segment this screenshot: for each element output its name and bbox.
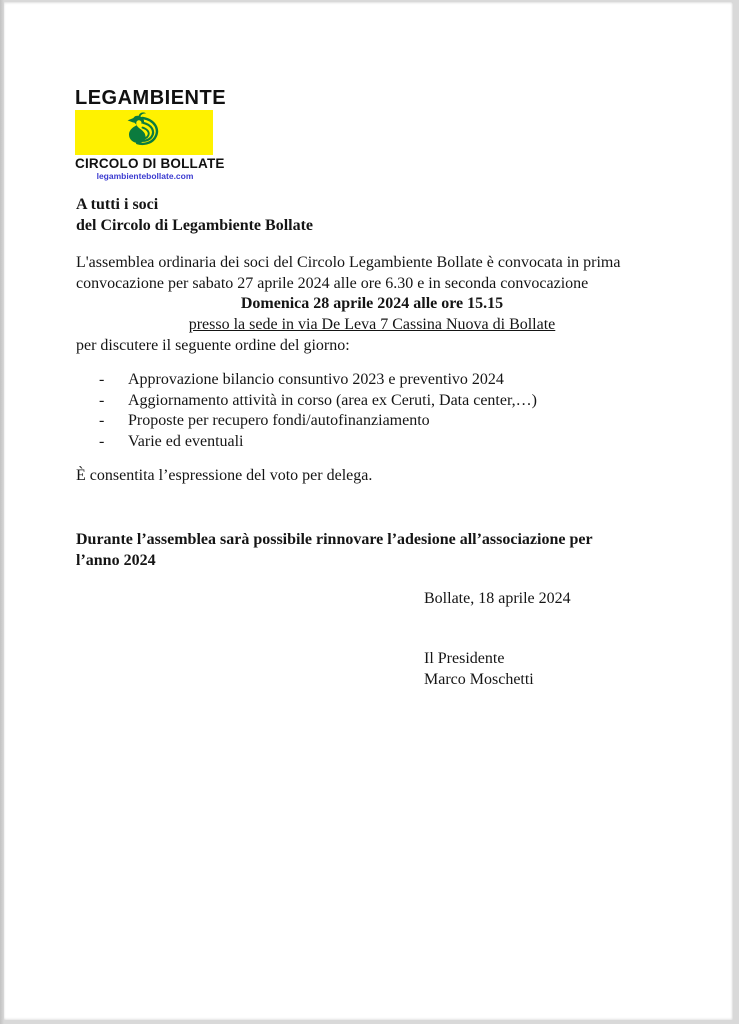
proxy-note: È consentita l’espressione del voto per delega. — [76, 467, 373, 484]
agenda-list — [99, 370, 537, 453]
agenda-item-text: Varie ed eventuali — [128, 433, 244, 451]
logo-website: legambientebollate.com — [96, 171, 194, 181]
agenda-item-text: Approvazione bilancio consuntivo 2023 e preventivo 2024 — [128, 371, 504, 388]
agenda-item-text: Proposte per recupero fondi/autofinanziamento — [128, 412, 430, 430]
swan-icon — [115, 110, 173, 156]
membership-line-1: Durante l’assemblea sarà possibile rinnovare l’adesione all’associazione per — [76, 531, 593, 548]
document-page — [4, 2, 733, 1020]
logo-chapter-name: CIRCOLO DI BOLLATE — [75, 156, 225, 171]
recipient-line-2: del Circolo di Legambiente Bollate — [76, 216, 314, 234]
membership-note — [76, 529, 593, 571]
assembly-date-line: Domenica 28 aprile 2024 alle ore 15.15 — [240, 295, 504, 313]
logo-org-name: LEGAMBIENTE — [75, 87, 227, 109]
agenda-bullet: - — [99, 391, 105, 409]
intro-line-1: L'assemblea ordinaria dei soci del Circolo Legambiente Bollate è convocata in prima — [76, 254, 621, 271]
membership-line-2: l’anno 2024 — [76, 552, 156, 569]
recipient-line-1: A tutti i soci — [76, 196, 159, 213]
agenda-item — [99, 432, 537, 453]
signature-name: Marco Moschetti — [424, 671, 534, 688]
intro-line-2: convocazione per sabato 27 aprile 2024 alle ore 6.30 e in seconda convocazione — [76, 274, 589, 292]
agenda-bullet: - — [99, 433, 105, 451]
signature-role: Il Presidente — [424, 650, 505, 667]
agenda-item — [99, 370, 537, 391]
assembly-venue-line: presso la sede in via De Leva 7 Cassina Nuova di Bollate — [188, 316, 556, 334]
legambiente-logo — [75, 87, 227, 181]
logo-yellow-banner — [75, 110, 213, 155]
recipient-block — [76, 195, 313, 236]
agenda-bullet: - — [99, 412, 105, 430]
agenda-item — [99, 411, 537, 432]
signature-block — [424, 648, 534, 690]
letter-intro — [76, 253, 668, 357]
agenda-item — [99, 391, 537, 412]
agenda-bullet: - — [99, 371, 105, 388]
agenda-item-text: Aggiornamento attività in corso (area ex Ceruti, Data center,…) — [128, 391, 537, 409]
agenda-intro: per discutere il seguente ordine del giorno: — [76, 336, 350, 354]
place-date: Bollate, 18 aprile 2024 — [424, 590, 571, 607]
